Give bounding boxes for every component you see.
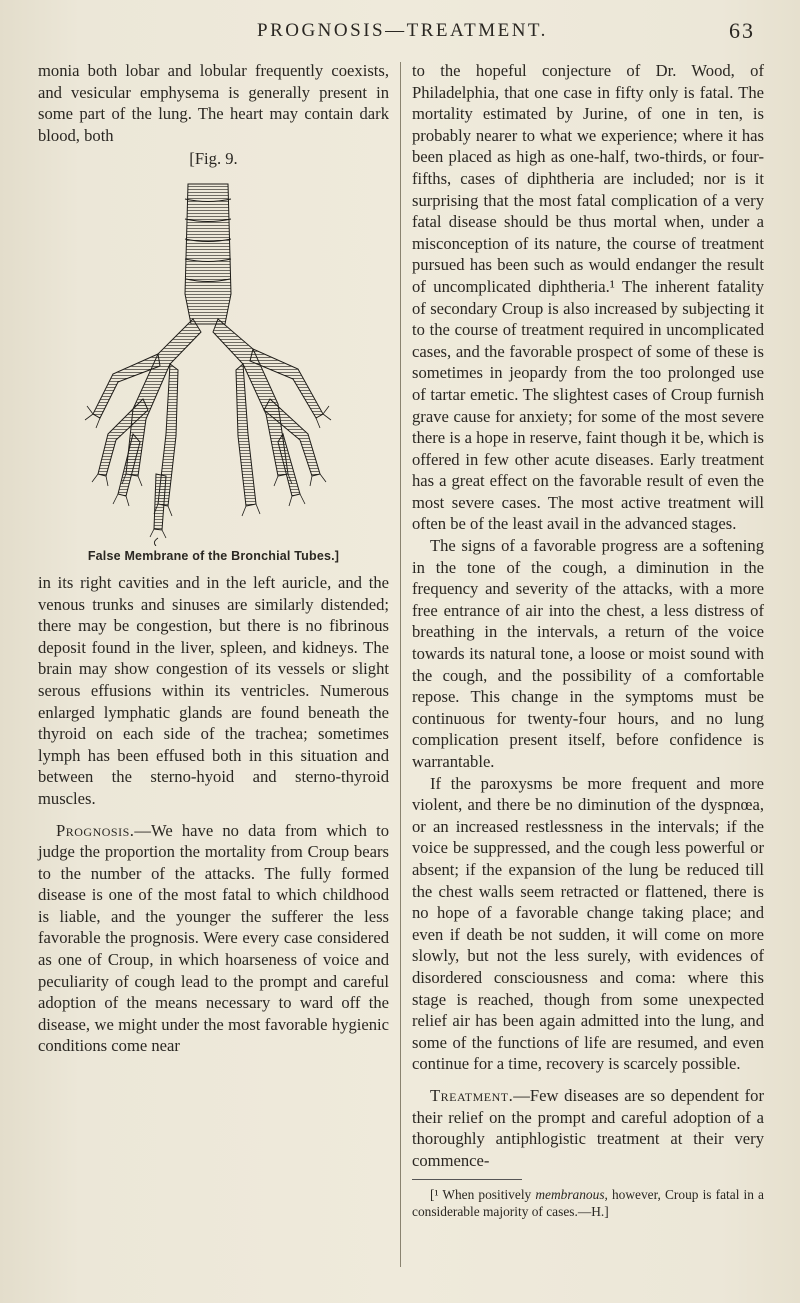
footnote-emphasis: membranous [535, 1187, 605, 1203]
paragraph-pathology: in its right cavities and in the left auricle, and the venous trunks and sinuses are similarly distended; there may be congestion, but there is no fibrinous deposit found in the liver, spleen, and kidneys. The brain may show congestion of its vessels or slight serous effusions within its ventricles. Numerous enlarged lymphatic glands are found beneath the thyroid on each side of the trachea; sometimes lymph has been effused both in this situation and between the sterno-hyoid and sterno-thyroid muscles. [38, 572, 389, 808]
paragraph-unfavorable-signs: If the paroxysms be more frequent and more violent, and there be no diminution of the dyspnœa, or an increased restlessness in the intervals; if the voice be suppressed, and the cough less powerful or absent; if the expansion of the lung be reduced till the chest walls seem retracted or flattened, there is no hope of a favorable change taking place; and even if death be not sudden, it will come on more slowly, but not the less surely, with evidences of disordered consciousness and coma: where this stage is reached, though from some unexpected relief air has been again admitted into the lung, and some of the functions of life are resumed, and even continue for a time, recovery is scarcely possible. [412, 773, 764, 1074]
figure-bronchial-cast [38, 174, 389, 546]
prognosis-heading: Prognosis. [56, 820, 135, 840]
column-divider [400, 62, 401, 1267]
footnote-text-start: [¹ When positively [430, 1187, 536, 1203]
bronchial-cast-illustration [38, 174, 389, 546]
footnote-text-end: , however, Croup is fatal in a considerable majority of cases.—H.] [412, 1187, 764, 1220]
running-head [235, 18, 755, 44]
right-column [412, 60, 764, 1220]
paragraph-mortality: to the hopeful conjecture of Dr. Wood, of Philadelphia, that one case in fifty only is fatal. The mortality estimated by Jurine, of one in ten, is probably nearer to what we experience; where it has been placed as high as one-half, two-thirds, or four-fifths, cases of diphtheria are included; nor is it surprising that the most fatal complication of a very fatal disease should be thus mortal when, under a misconception of its nature, the course of treatment pursued has been such as would endanger the result of uncomplicated diphtheria.¹ The inherent fatality of secondary Croup is also increased by subjecting it to the course of treatment required in uncomplicated cases, and the favorable prospect of some of these is sometimes in jeopardy from the too prolonged use of tartar emetic. The slightest cases of Croup furnish grave cause for anxiety; for some of the most severe there is a hope in reserve, faint though it be, which is offered in few other acute diseases. Early treatment has a great effect on the favorable result of even the most severe cases. The most active treatment will often be of the least avail in the advanced stages. [412, 61, 764, 534]
footnote [412, 1186, 764, 1220]
paragraph-prognosis [38, 820, 389, 1058]
paragraph-intro: monia both lobar and lobular frequently coexists, and vesicular emphysema is generally present in some part of the lung. The heart may contain dark blood, both [38, 61, 389, 145]
footnote-rule [412, 1179, 522, 1180]
prognosis-text: —We have no data from which to judge the proportion the mortality from Croup bears to the number of the attacks. The fully formed disease is one of the most fatal to which childhood is liable, and the younger the sufferer the less favorable the prognosis. Were every case considered as one of Croup, in which hoarseness of voice and peculiarity of cough lead to the prompt and careful adoption of the means necessary to ward off the disease, we might under the most favorable hygienic conditions come near [38, 820, 389, 1056]
figure-caption: False Membrane of the Bronchial Tubes.] [87, 548, 340, 563]
figure-label: [Fig. 9. [189, 149, 238, 169]
paragraph-treatment [412, 1085, 764, 1171]
running-title: PROGNOSIS—TREATMENT. [257, 20, 548, 41]
paragraph-favorable-signs: The signs of a favorable progress are a softening in the tone of the cough, a diminution in the frequency and severity of the attacks, with a more free entrance of air into the chest, a less distress of breathing in the intervals, a return of the voice towards its natural tone, a loose or moist sound with the cough, and the possibility of a comfortable repose. This change in the symptoms must be continuous for twenty-four hours, and no lung complication present itself, before confidence is warrantable. [412, 536, 764, 771]
page-number: 63 [729, 18, 755, 43]
left-column [38, 60, 389, 1057]
treatment-text: —Few diseases are so dependent for their relief on the prompt and careful adoption of a thoroughly antiphlogistic treatment at their very commence- [412, 1085, 764, 1170]
treatment-heading: Treatment. [430, 1085, 514, 1105]
